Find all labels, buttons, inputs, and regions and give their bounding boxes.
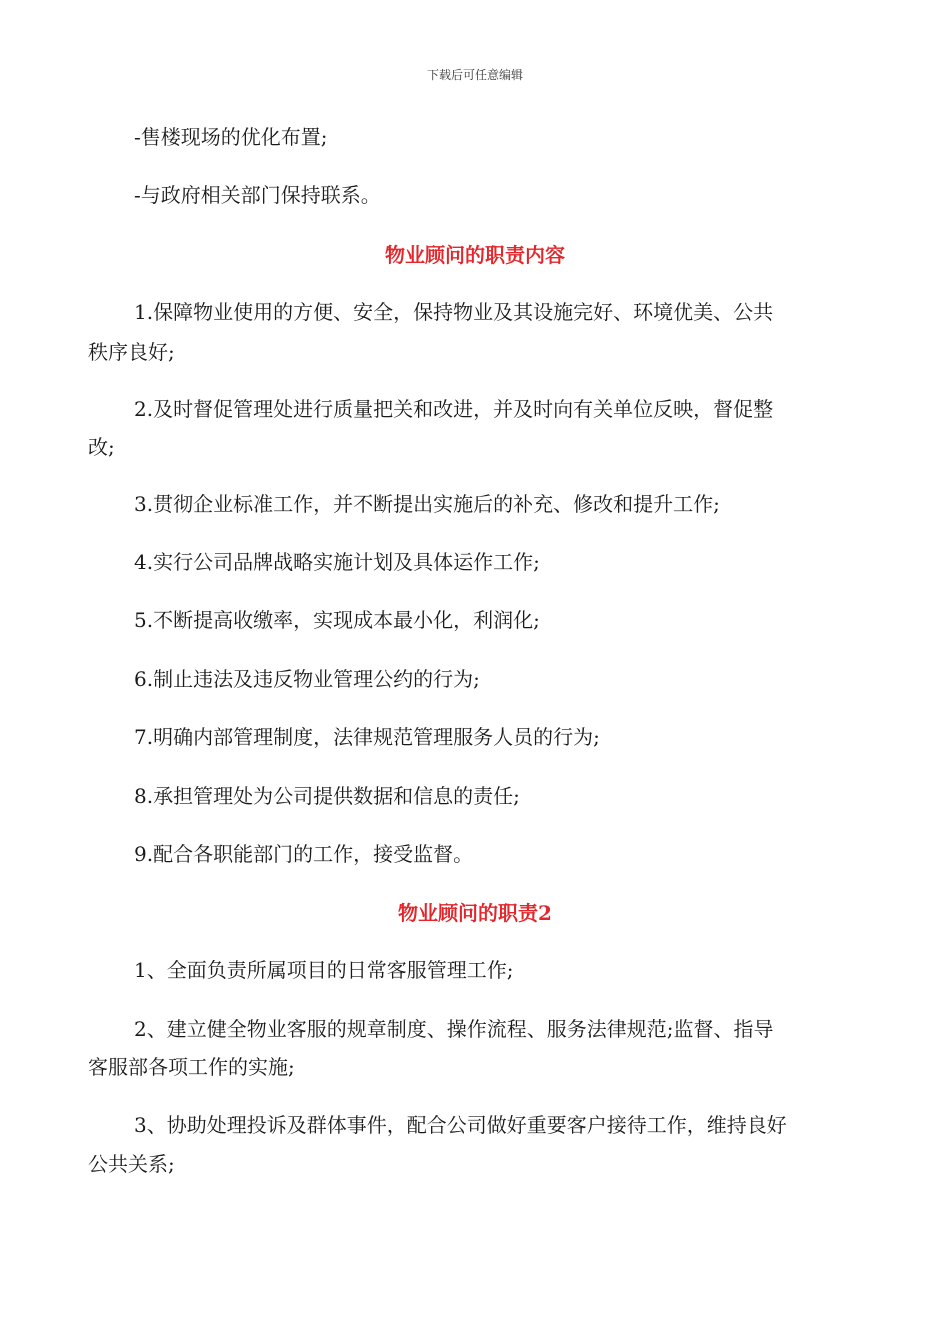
list-item: 8.承担管理处为公司提供数据和信息的责任; <box>134 784 520 808</box>
list-item-continuation: 公共关系; <box>88 1152 175 1176</box>
list-item: 4.实行公司品牌战略实施计划及具体运作工作; <box>134 550 540 574</box>
list-item-continuation: 客服部各项工作的实施; <box>88 1055 295 1079</box>
section-heading: 物业顾问的职责内容 <box>385 243 565 267</box>
list-item-first-line: 3、协助处理投诉及群体事件，配合公司做好重要客户接待工作，维持良好 <box>134 1113 787 1137</box>
list-item-continuation: 改; <box>88 435 115 459</box>
list-item-first-line: 2、建立健全物业客服的规章制度、操作流程、服务法律规范;监督、指导 <box>134 1017 774 1041</box>
list-item: 6.制止违法及违反物业管理公约的行为; <box>134 667 480 691</box>
list-item-first-line: 1.保障物业使用的方便、安全，保持物业及其设施完好、环境优美、公共 <box>134 300 774 324</box>
page-header-note: 下载后可任意编辑 <box>426 68 523 82</box>
list-item: 7.明确内部管理制度，法律规范管理服务人员的行为; <box>134 725 600 749</box>
list-item-first-line: 2.及时督促管理处进行质量把关和改进，并及时向有关单位反映，督促整 <box>134 397 774 421</box>
section-heading: 物业顾问的职责2 <box>398 901 552 925</box>
list-item-continuation: 秩序良好; <box>88 340 175 364</box>
intro-item: -与政府相关部门保持联系。 <box>134 183 381 207</box>
list-item: 5.不断提高收缴率，实现成本最小化，利润化; <box>134 608 540 632</box>
list-item: 9.配合各职能部门的工作，接受监督。 <box>134 842 474 866</box>
intro-item: -售楼现场的优化布置; <box>134 125 328 149</box>
list-item: 3.贯彻企业标准工作，并不断提出实施后的补充、修改和提升工作; <box>134 492 720 516</box>
list-item: 1、全面负责所属项目的日常客服管理工作; <box>134 958 514 982</box>
